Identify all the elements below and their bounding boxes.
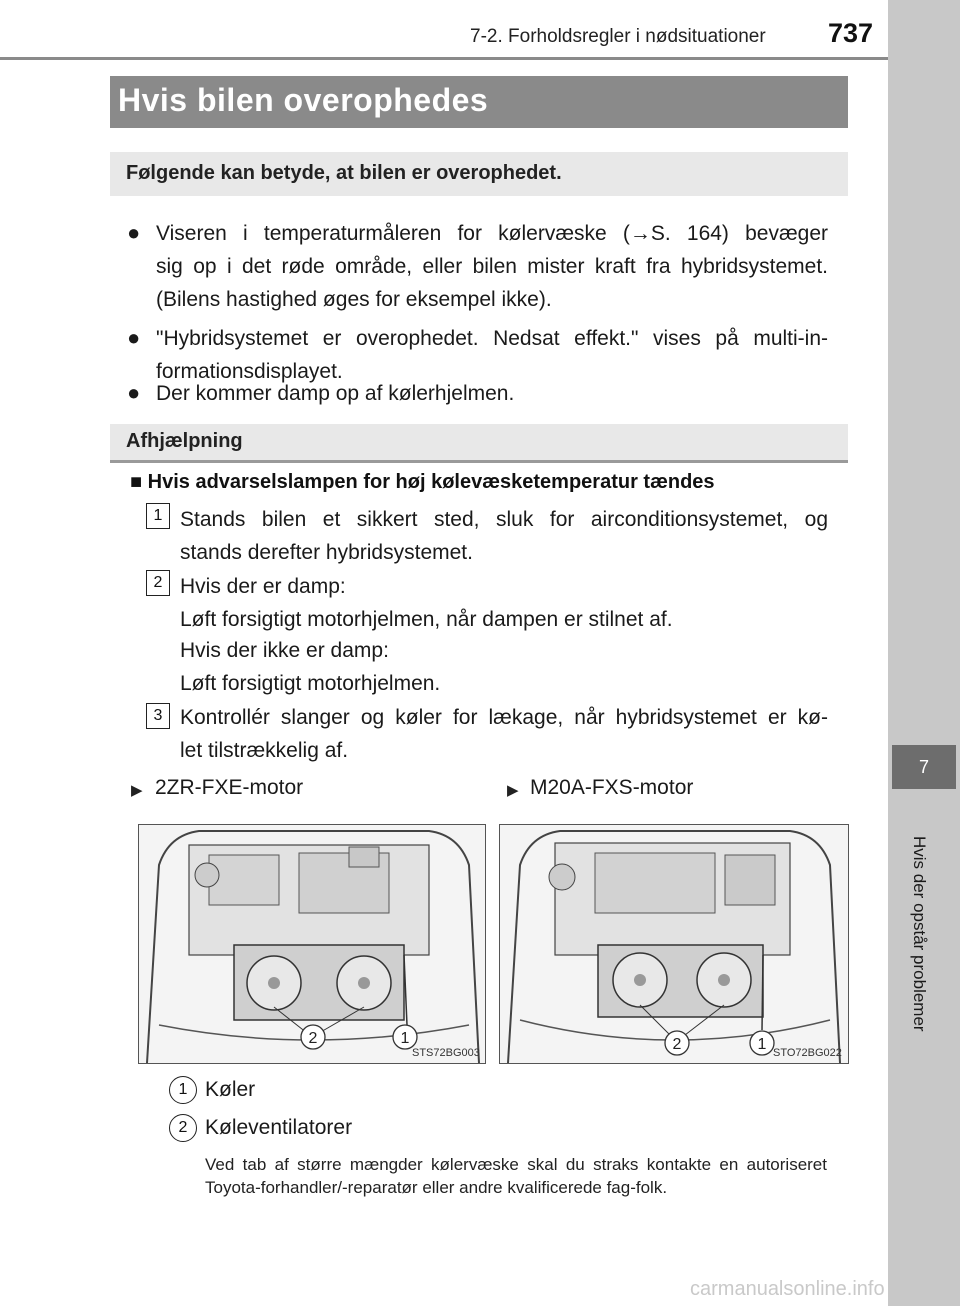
svg-text:2: 2 (672, 1036, 682, 1053)
step-2-extra-line-1: Hvis der ikke er damp: (180, 639, 389, 662)
figure-caption-2: M20A-FXS-motor (530, 776, 694, 799)
engine-illustration-2 (499, 824, 849, 1064)
engine-bay-drawing (139, 825, 485, 1063)
watermark: carmanualsonline.info (690, 1278, 885, 1300)
step-2-line-1: Hvis der er damp: (180, 575, 346, 598)
bullet-2-line-2: formationsdisplayet. (156, 360, 343, 383)
subheading: Følgende kan betyde, at bilen er overophedet. (126, 162, 562, 184)
figure-caption-1: 2ZR-FXE-motor (155, 776, 304, 799)
bullet-1-line-3: (Bilens hastighed øges for eksempel ikke). (156, 288, 552, 311)
remedy-subsection (130, 471, 715, 494)
bullet-icon: ● (127, 220, 141, 245)
figure-code-1: STS72BG003 (412, 1047, 480, 1059)
step-1-line-2: stands derefter hybridsystemet. (180, 541, 473, 564)
svg-text:1: 1 (400, 1030, 410, 1047)
svg-text:1: 1 (757, 1036, 767, 1053)
bullet-2-line-1: "Hybridsystemet er overophedet. Nedsat effekt." vises på multi-in- (156, 327, 828, 350)
step-3 (180, 701, 828, 767)
bullet-1-line-2: sig op i det røde område, eller bilen mister kraft fra hybridsystemet. (156, 255, 828, 278)
bullet-1 (156, 217, 828, 316)
legend-label-radiator: Køler (205, 1078, 256, 1101)
step-1 (180, 503, 828, 569)
remedy-heading: Afhjælpning (126, 430, 243, 452)
page-number: 737 (828, 18, 874, 48)
legend-number: 1 (169, 1076, 197, 1104)
step-3-line-1: Kontrollér slanger og køler for lækage, når hybridsystemet er kø- (180, 706, 828, 729)
step-2-extra-line-2: Løft forsigtigt motorhjelmen. (180, 672, 441, 695)
note-text: Ved tab af større mængder kølervæske skal du straks kontakte en autoriseret Toyota-forhandler/-reparatør eller andre kvalificerede fag-folk. (205, 1155, 827, 1197)
chapter-number: 7 (918, 757, 929, 777)
chapter-title (893, 836, 941, 1196)
page-title: Hvis bilen overophedes (118, 82, 489, 118)
step-2 (180, 570, 828, 636)
step-3-line-2: let tilstrækkelig af. (180, 739, 349, 762)
step-number: 3 (146, 703, 170, 729)
chapter-title-text: Hvis der opstår problemer (910, 836, 929, 1032)
engine-illustration-1 (138, 824, 486, 1064)
bullet-1-line-1: Viseren i temperaturmåleren for kølervæske (→S. 164) bevæger (156, 222, 828, 245)
engine-bay-drawing (500, 825, 848, 1063)
header-rule (0, 57, 888, 60)
triangle-bullet-icon: ▶ (507, 782, 519, 799)
square-bullet-icon: ■ (130, 471, 143, 493)
bullet-3-line-1: Der kommer damp op af kølerhjelmen. (156, 382, 515, 405)
figure-code-2: STO72BG022 (773, 1047, 842, 1059)
bullet-icon: ● (127, 325, 141, 350)
triangle-bullet-icon: ▶ (131, 782, 143, 799)
step-1-line-1: Stands bilen et sikkert sted, sluk for airconditionsystemet, og (180, 508, 828, 531)
bullet-icon: ● (127, 380, 141, 405)
svg-text:2: 2 (308, 1030, 318, 1047)
step-2-line-2: Løft forsigtigt motorhjelmen, når dampen er stilnet af. (180, 608, 673, 631)
step-2-extra (180, 634, 828, 700)
step-number: 2 (146, 570, 170, 596)
legend-number: 2 (169, 1114, 197, 1142)
legend-label-fans: Køleventilatorer (205, 1116, 353, 1139)
remedy-subsection-text: Hvis advarselslampen for høj kølevæsketemperatur tændes (147, 471, 715, 493)
section-title: 7-2. Forholdsregler i nødsituationer (470, 26, 766, 47)
bullet-3 (156, 377, 828, 410)
step-number: 1 (146, 503, 170, 529)
